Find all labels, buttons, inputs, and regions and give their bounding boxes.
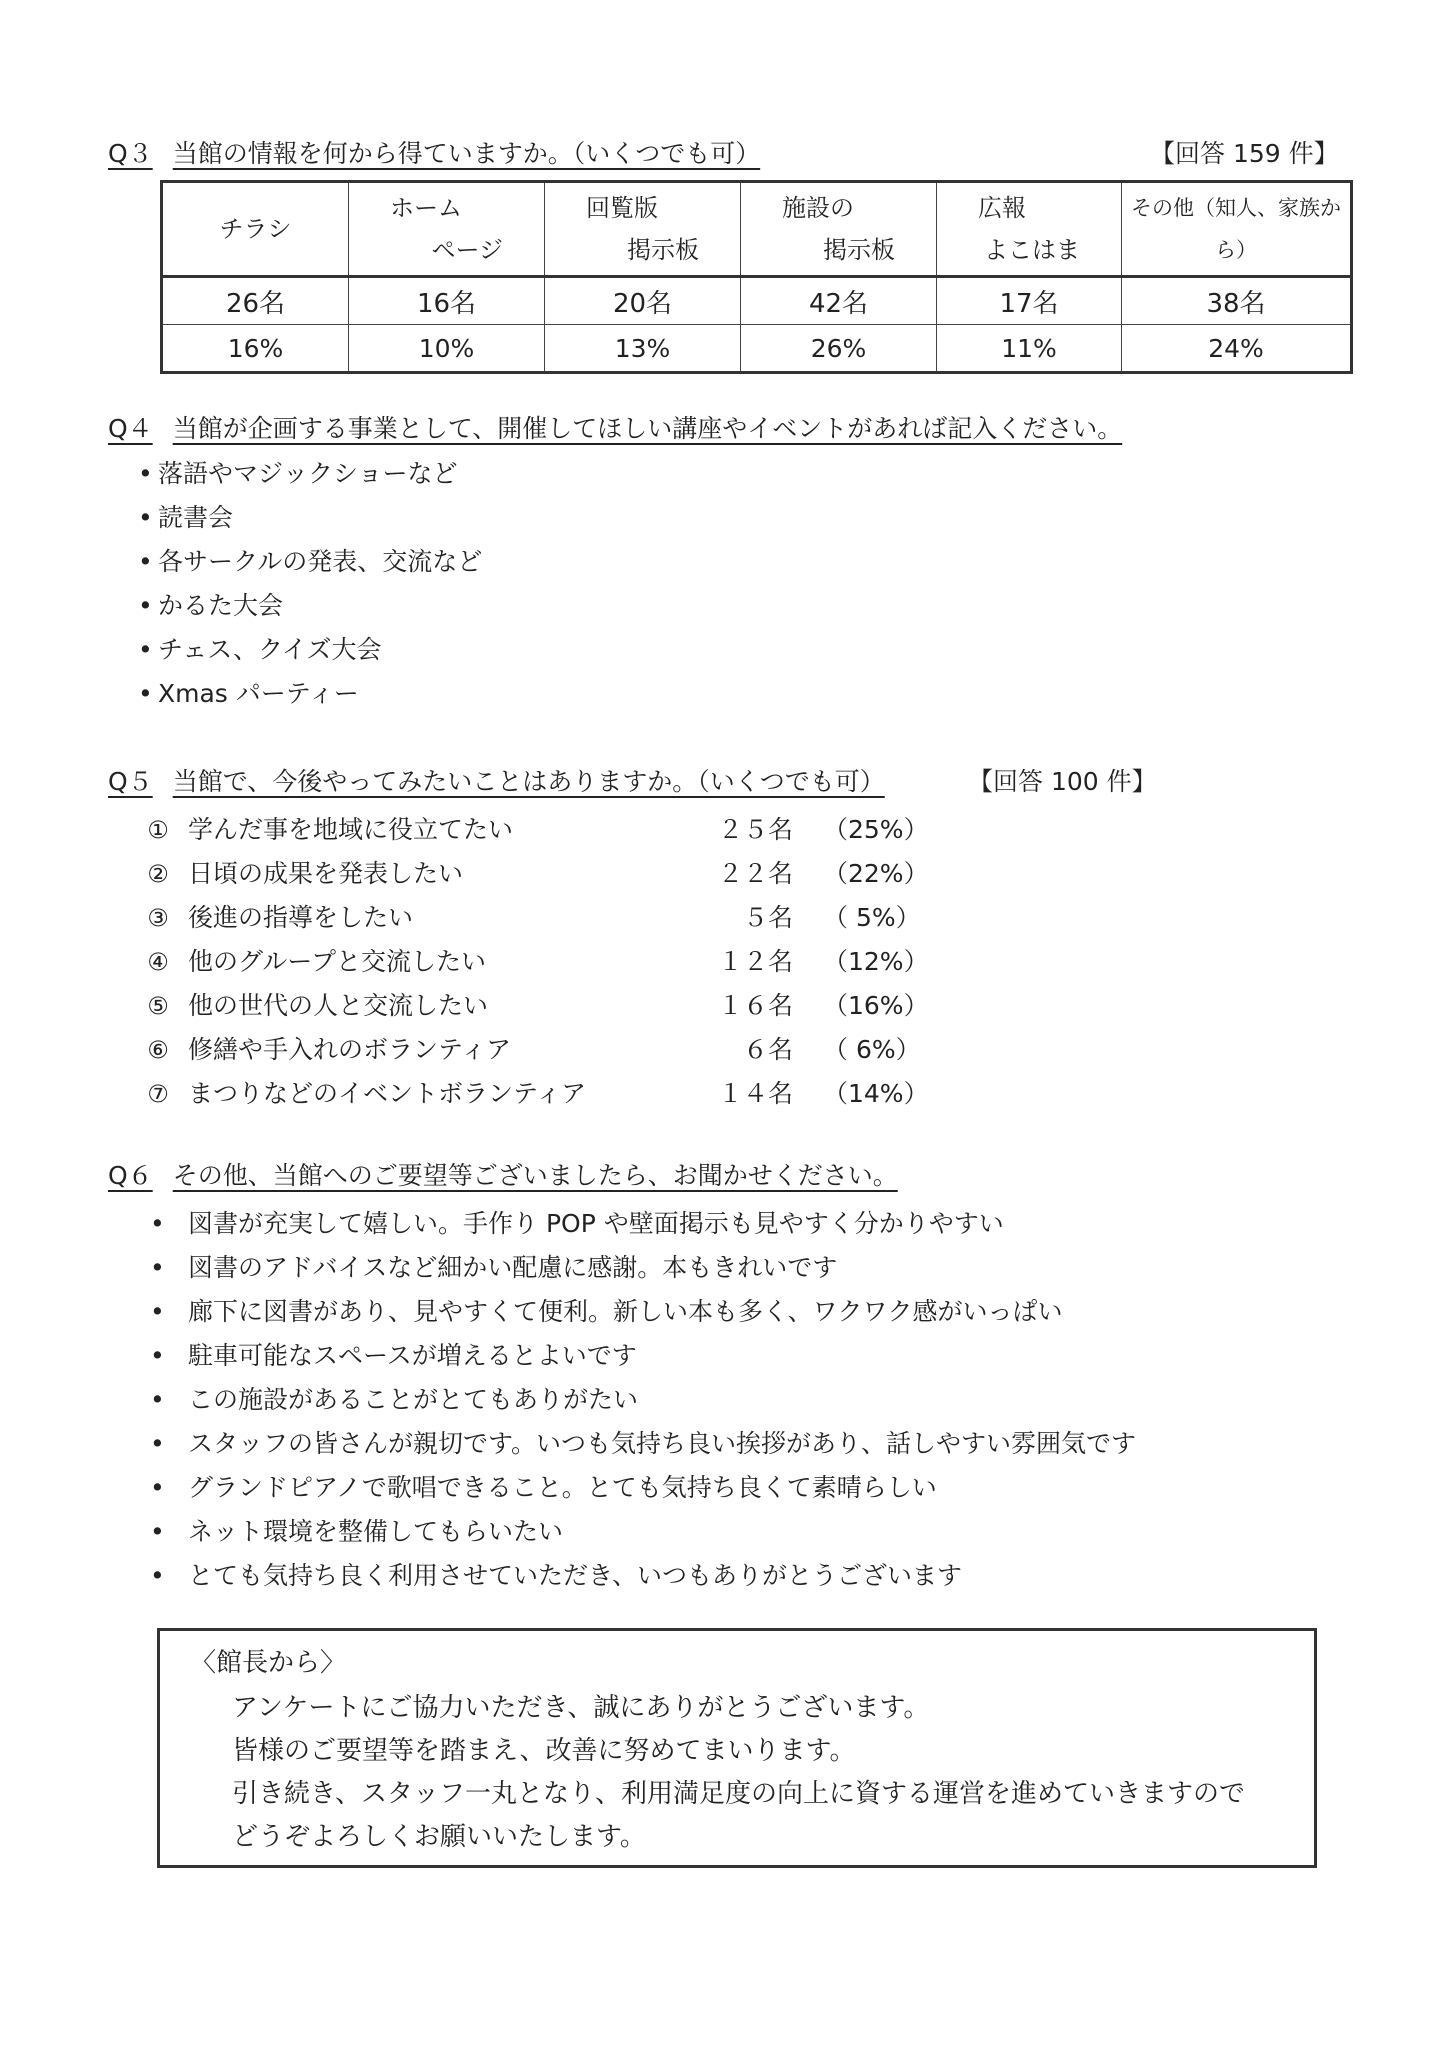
bullet: • — [138, 503, 153, 532]
q4-title-underlined — [108, 414, 1122, 443]
q3-title-underlined — [108, 139, 760, 168]
q3-header-line2: よこはま — [984, 236, 1080, 264]
q3-header-cell — [741, 182, 937, 277]
q3-header-cell — [1122, 182, 1352, 277]
q6-number: Q６ — [108, 1161, 153, 1190]
q3-header-row — [162, 182, 1352, 277]
q5-heading — [108, 766, 885, 798]
item-percent: （12%） — [823, 947, 929, 976]
list-item — [138, 540, 482, 584]
list-item — [128, 940, 928, 984]
q3-number: Q３ — [108, 139, 153, 168]
q3-count-cell: 20名 — [545, 277, 741, 325]
message-line: アンケートにご協力いただき、誠にありがとうございます。 — [232, 1693, 930, 1723]
q3-header-other: その他（知人、家族から） — [1131, 196, 1341, 262]
item-percent: （25%） — [823, 815, 929, 844]
bullet: • — [138, 547, 153, 576]
bullet: • — [150, 1297, 165, 1326]
item-count: ２２名 — [717, 859, 793, 888]
item-percent: （16%） — [823, 991, 929, 1020]
q4-item-text: Xmas パーティー — [158, 679, 359, 708]
q6-title: その他、当館へのご要望等ございましたら、お聞かせください。 — [172, 1161, 898, 1190]
item-count: １４名 — [717, 1079, 793, 1108]
q3-count-cell: 42名 — [741, 277, 937, 325]
item-percent: （14%） — [823, 1079, 929, 1108]
list-item — [128, 1072, 928, 1116]
bullet: • — [138, 459, 153, 488]
list-item — [138, 584, 482, 628]
q3-count-cell: 38名 — [1122, 277, 1352, 325]
q4-title: 当館が企画する事業として、開催してほしい講座やイベントがあれば記入ください。 — [172, 414, 1123, 443]
q3-percent-cell: 24% — [1122, 325, 1352, 373]
q3-header-cell — [545, 182, 741, 277]
item-percent: （ 5%） — [823, 903, 921, 932]
q6-item-text: 図書のアドバイスなど細かい配慮に感謝。本もきれいです — [188, 1253, 838, 1282]
q3-title: 当館の情報を何から得ていますか。（いくつでも可） — [172, 139, 761, 168]
list-item — [128, 1028, 928, 1072]
bullet: • — [150, 1209, 165, 1238]
q5-list — [128, 808, 928, 1116]
list-item — [150, 1510, 1136, 1554]
q3-percent-cell: 13% — [545, 325, 741, 373]
item-number: ⑥ — [147, 1036, 169, 1064]
bullet: • — [138, 679, 153, 708]
bullet: • — [150, 1429, 165, 1458]
q4-heading — [108, 413, 1122, 445]
item-text: 他のグループと交流したい — [188, 947, 487, 976]
q4-item-text: チェス、クイズ大会 — [158, 635, 382, 664]
q6-title-underlined — [108, 1161, 898, 1190]
message-line: 引き続き、スタッフ一丸となり、利用満足度の向上に資する運営を進めていきますので — [232, 1779, 1245, 1809]
item-number: ⑦ — [147, 1080, 169, 1108]
q5-title: 当館で、今後やってみたいことはありますか。（いくつでも可） — [172, 767, 885, 796]
q4-item-text: 読書会 — [158, 503, 234, 532]
bullet: • — [150, 1253, 165, 1282]
message-line: 皆様のご要望等を踏まえ、改善に努めてまいります。 — [232, 1736, 856, 1766]
item-percent: （22%） — [823, 859, 929, 888]
q3-header-line2: 掲示板 — [627, 236, 699, 264]
q3-count-cell: 26名 — [162, 277, 349, 325]
item-text: 日頃の成果を発表したい — [188, 859, 464, 888]
q5-title-underlined — [108, 767, 885, 796]
q3-header-cell — [162, 182, 349, 277]
bullet: • — [150, 1517, 165, 1546]
q3-header-line1: ホーム — [390, 194, 462, 222]
list-item — [150, 1202, 1136, 1246]
q6-item-text: 図書が充実して嬉しい。手作り POP や壁面掲示も見やすく分かりやすい — [188, 1209, 1004, 1238]
q5-response-count: 【回答 100 件】 — [968, 767, 1157, 796]
bullet: • — [138, 591, 153, 620]
q4-item-text: 落語やマジックショーなど — [158, 459, 458, 488]
q3-percent-cell: 16% — [162, 325, 349, 373]
q3-header-line1: 施設の — [782, 194, 854, 222]
item-percent: （ 6%） — [823, 1035, 921, 1064]
item-number: ④ — [147, 948, 169, 976]
q6-item-text: スタッフの皆さんが親切です。いつも気持ち良い挨拶があり、話しやすい雰囲気です — [188, 1429, 1137, 1458]
list-item — [138, 452, 482, 496]
item-number: ⑤ — [147, 992, 169, 1020]
list-item — [128, 984, 928, 1028]
item-number: ③ — [147, 904, 169, 932]
list-item — [138, 672, 482, 716]
q6-item-text: 廊下に図書があり、見やすくて便利。新しい本も多く、ワクワク感がいっぱい — [188, 1297, 1063, 1326]
bullet: • — [150, 1341, 165, 1370]
list-item — [128, 896, 928, 940]
item-count: １２名 — [717, 947, 793, 976]
list-item — [150, 1290, 1136, 1334]
bullet: • — [138, 635, 153, 664]
list-item — [128, 808, 928, 852]
list-item — [128, 852, 928, 896]
q3-count-row — [162, 277, 1352, 325]
director-message-title: 〈館長から〉 — [190, 1648, 347, 1678]
item-text: 修繕や手入れのボランティア — [188, 1035, 512, 1064]
list-item — [138, 628, 482, 672]
q3-percent-cell: 11% — [937, 325, 1122, 373]
q6-list — [150, 1202, 1136, 1598]
q4-item-text: かるた大会 — [158, 591, 284, 620]
q4-item-text: 各サークルの発表、交流など — [158, 547, 483, 576]
item-number: ② — [147, 860, 169, 888]
item-count: ５名 — [742, 903, 793, 932]
q3-percent-cell: 26% — [741, 325, 937, 373]
q3-header-line1: 回覧版 — [586, 194, 658, 222]
list-item — [150, 1466, 1136, 1510]
bullet: • — [150, 1473, 165, 1502]
list-item — [150, 1334, 1136, 1378]
item-count: ６名 — [742, 1035, 793, 1064]
q6-item-text: グランドピアノで歌唱できること。とても気持ち良くて素晴らしい — [188, 1473, 937, 1502]
item-count: １６名 — [717, 991, 793, 1020]
q3-header-cell — [349, 182, 545, 277]
q6-item-text: ネット環境を整備してもらいたい — [188, 1517, 564, 1546]
item-text: 後進の指導をしたい — [188, 903, 414, 932]
q3-count-cell: 17名 — [937, 277, 1122, 325]
q3-header-cell — [937, 182, 1122, 277]
q4-number: Q４ — [108, 414, 153, 443]
item-count: ２５名 — [717, 815, 793, 844]
item-text: まつりなどのイベントボランティア — [188, 1079, 587, 1108]
q3-heading — [108, 138, 760, 170]
q3-header-line1: 広報 — [978, 194, 1026, 222]
list-item — [150, 1554, 1136, 1598]
list-item — [150, 1422, 1136, 1466]
list-item — [150, 1378, 1136, 1422]
q3-response-count: 【回答 159 件】 — [1150, 139, 1339, 168]
bullet: • — [150, 1561, 165, 1590]
q6-item-text: とても気持ち良く利用させていただき、いつもありがとうございます — [188, 1561, 963, 1590]
q3-percent-row — [162, 325, 1352, 373]
q3-header-line2: 掲示板 — [823, 236, 895, 264]
item-text: 他の世代の人と交流したい — [188, 991, 489, 1020]
q4-list — [138, 452, 482, 716]
message-line: どうぞよろしくお願いいたします。 — [232, 1822, 646, 1852]
q5-number: Q５ — [108, 767, 153, 796]
q3-header-line2: ページ — [431, 236, 503, 264]
item-text: 学んだ事を地域に役立てたい — [188, 815, 514, 844]
q3-count-cell: 16名 — [349, 277, 545, 325]
bullet: • — [150, 1385, 165, 1414]
q6-heading — [108, 1160, 898, 1192]
director-message-box — [157, 1628, 1317, 1868]
q3-table — [160, 180, 1353, 374]
item-number: ① — [147, 816, 169, 844]
list-item — [150, 1246, 1136, 1290]
director-message-body — [232, 1687, 1245, 1859]
q6-item-text: 駐車可能なスペースが増えるとよいです — [188, 1341, 637, 1370]
q6-item-text: この施設があることがとてもありがたい — [188, 1385, 639, 1414]
list-item — [138, 496, 482, 540]
q3-percent-cell: 10% — [349, 325, 545, 373]
q3-header-flyer: チラシ — [219, 215, 292, 243]
